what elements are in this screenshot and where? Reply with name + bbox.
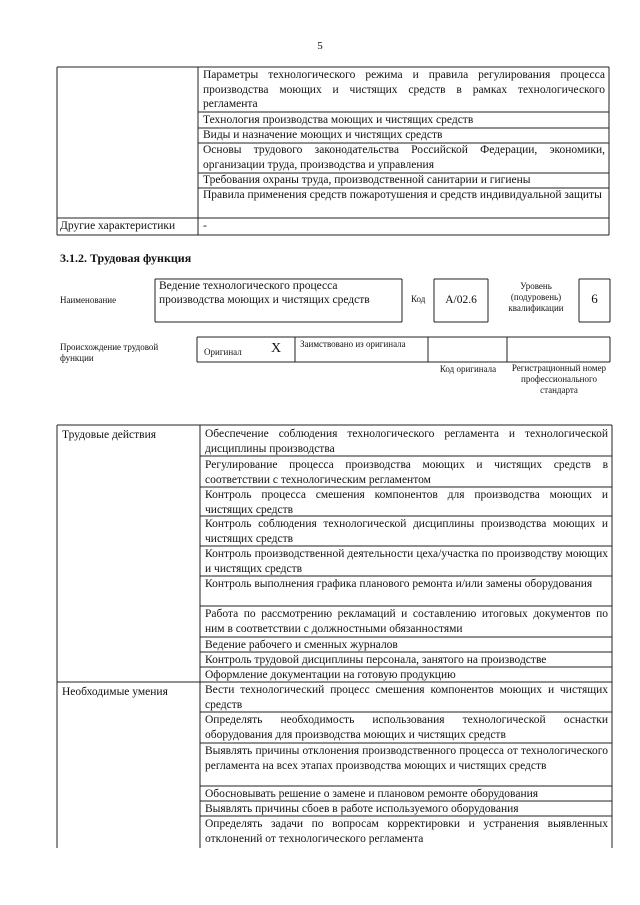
action-item: Контроль выполнения графика планового ремонта и/или замены оборудования xyxy=(205,578,593,590)
skill-item: Вести технологический процесс смешения компонентов моющих и чистящих средств xyxy=(205,684,608,711)
origin-label: Происхождение трудовой функции xyxy=(60,342,159,363)
skill-item: Определять задачи по вопросам корректировки и устранения выявленных отклонений от технологического регламента xyxy=(205,818,608,845)
action-item: Контроль соблюдения технологической дисциплины производства моющих и чистящих средств xyxy=(205,518,608,545)
level-label: Уровень (подуровень) квалификации xyxy=(508,281,564,313)
action-item: Регулирование процесса производства моющих и чистящих средств в соответствии с технологическим регламентом xyxy=(205,459,608,486)
action-item: Контроль производственной деятельности цеха/участка по производству моющих и чистящих средств xyxy=(205,548,608,575)
function-code: А/02.6 xyxy=(445,294,477,306)
other-characteristics-label: Другие характеристики xyxy=(60,220,176,232)
action-item: Работа по рассмотрению рекламаций и составлению итоговых документов по ним в соответствии с должностными обязанностями xyxy=(205,608,608,635)
skill-item: Определять необходимость использования технологической оснастки оборудования для производства моющих и чистящих средств xyxy=(205,714,608,741)
knowledge-item: Основы трудового законодательства Российской Федерации, экономики, организации труда, производства и управления xyxy=(203,144,605,171)
name-label: Наименование xyxy=(60,295,117,305)
knowledge-item: Параметры технологического режима и правила регулирования процесса производства моющих и чистящих средств в рамках технологического регламента xyxy=(203,69,605,110)
skill-item: Обосновывать решение о замене и плановом ремонте оборудования xyxy=(205,788,539,800)
code-original-label: Код оригинала xyxy=(439,364,497,374)
code-label: Код xyxy=(411,294,426,304)
action-item: Контроль трудовой дисциплины персонала, занятого на производстве xyxy=(205,654,547,666)
skills-label: Необходимые умения xyxy=(62,686,168,698)
action-item: Оформление документации на готовую продукцию xyxy=(205,669,456,681)
function-name: Ведение технологического процесса производства моющих и чистящих средств xyxy=(159,280,370,306)
section-title: 3.1.2. Трудовая функция xyxy=(60,251,192,265)
original-label: Оригинал xyxy=(204,347,242,357)
skill-item: Выявлять причины отклонения производственного процесса от технологического регламента на всех этапах производства моющих и чистящих средств xyxy=(205,745,608,772)
level-value: 6 xyxy=(591,292,598,306)
action-item: Обеспечение соблюдения технологического регламента и технологической дисциплины производства xyxy=(205,428,608,455)
action-item: Ведение рабочего и сменных журналов xyxy=(205,639,398,651)
knowledge-item: Виды и назначение моющих и чистящих средств xyxy=(203,129,443,141)
action-item: Контроль процесса смешения компонентов для производства моющих и чистящих средств xyxy=(205,489,608,516)
borrowed-label: Заимствовано из оригинала xyxy=(300,339,406,349)
original-mark: X xyxy=(271,342,282,356)
other-characteristics-value: - xyxy=(203,220,207,232)
knowledge-item: Требования охраны труда, производственной санитарии и гигиены xyxy=(203,174,531,186)
actions-label: Трудовые действия xyxy=(62,429,157,441)
knowledge-item: Технология производства моющих и чистящих средств xyxy=(203,114,474,126)
reg-number-label: Регистрационный номер профессионального стандарта xyxy=(511,363,607,395)
page-number: 5 xyxy=(317,40,323,52)
knowledge-item: Правила применения средств пожаротушения и средств индивидуальной защиты xyxy=(203,189,602,201)
skill-item: Выявлять причины сбоев в работе используемого оборудования xyxy=(205,803,519,815)
